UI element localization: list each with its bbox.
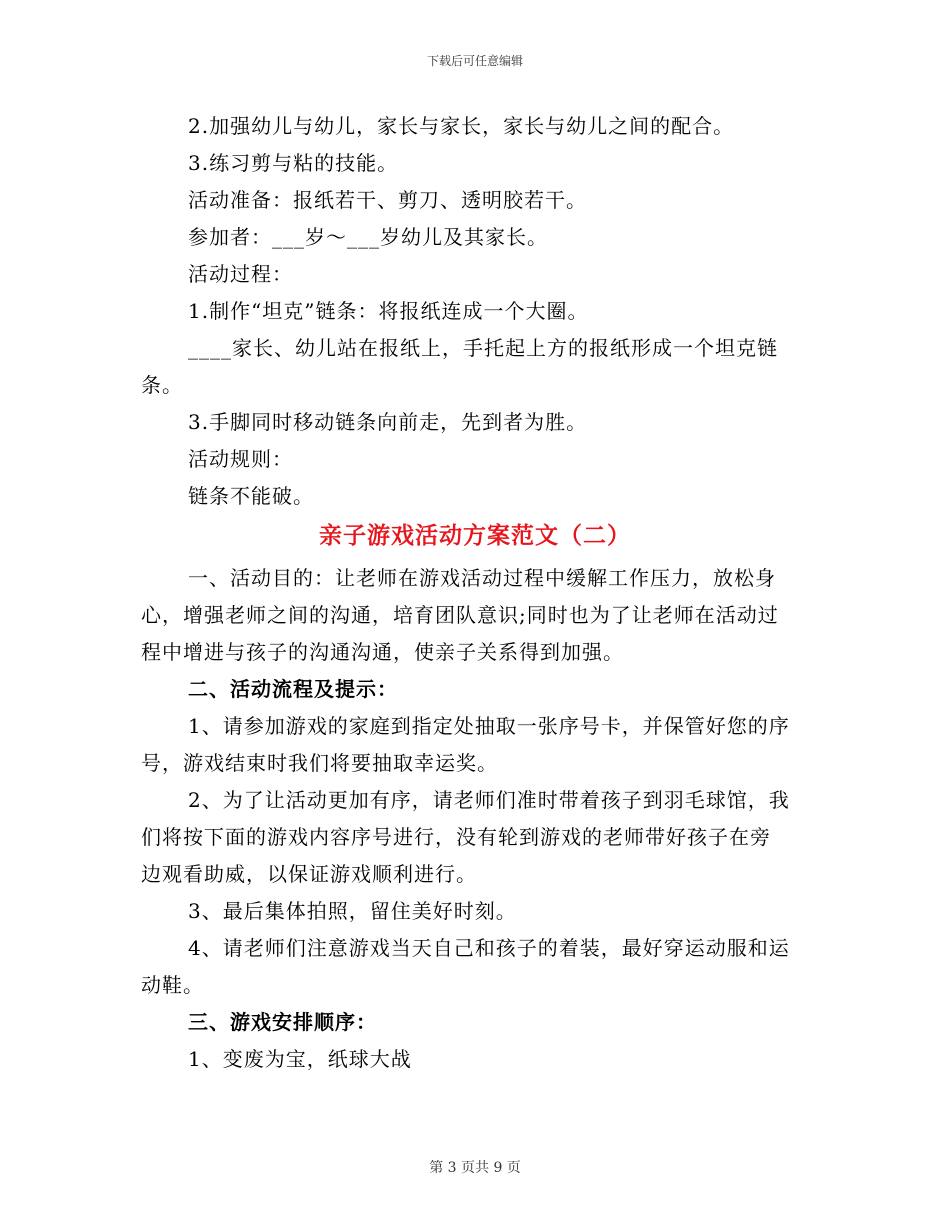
materials: 活动准备：报纸若干、剪刀、透明胶若干。: [188, 188, 587, 212]
rules-text: 链条不能破。: [188, 484, 314, 508]
participants: 参加者：___岁～___岁幼儿及其家长。: [188, 225, 548, 249]
flow-item-2: 2、为了让活动更加有序，请老师们准时带着孩子到羽毛球馆，我: [188, 788, 790, 812]
process-heading: 活动过程：: [188, 262, 293, 286]
flow-item-4: 4、请老师们注意游戏当天自己和孩子的着装，最好穿运动服和运: [188, 936, 790, 960]
flow-heading: 二、活动流程及提示：: [188, 677, 398, 701]
flow-item-2-cont-1: 们将按下面的游戏内容序号进行，没有轮到游戏的老师带好孩子在旁: [141, 825, 771, 849]
process-step-2-cont: 条。: [141, 373, 183, 397]
process-step-3: 3.手脚同时移动链条向前走，先到者为胜。: [188, 410, 588, 434]
rules-heading: 活动规则：: [188, 447, 293, 471]
purpose-line-1: 一、活动目的：让老师在游戏活动过程中缓解工作压力，放松身: [188, 566, 776, 590]
flow-item-3: 3、最后集体拍照，留住美好时刻。: [188, 899, 517, 923]
objective-2: 2.加强幼儿与幼儿，家长与家长，家长与幼儿之间的配合。: [188, 114, 735, 138]
flow-item-1: 1、请参加游戏的家庭到指定处抽取一张序号卡，并保管好您的序: [188, 714, 790, 738]
process-step-1: 1.制作“坦克”链条：将报纸连成一个大圈。: [188, 299, 589, 323]
page-header: 下载后可任意编辑: [426, 54, 523, 68]
process-step-2: ____家长、幼儿站在报纸上，手托起上方的报纸形成一个坦克链: [188, 336, 778, 360]
flow-item-4-cont: 动鞋。: [141, 973, 204, 997]
section-title: 亲子游戏活动方案范文（二）: [319, 522, 631, 549]
flow-item-1-cont: 号，游戏结束时我们将要抽取幸运奖。: [141, 751, 498, 775]
purpose-line-2: 心，增强老师之间的沟通，培育团队意识;同时也为了让老师在活动过: [141, 603, 779, 627]
objective-3: 3.练习剪与粘的技能。: [188, 151, 399, 175]
schedule-item-1: 1、变废为宝，纸球大战: [188, 1047, 412, 1071]
schedule-heading: 三、游戏安排顺序：: [188, 1010, 377, 1034]
purpose-line-3: 程中增进与孩子的沟通沟通，使亲子关系得到加强。: [141, 640, 624, 664]
page-footer: 第 3 页共 9 页: [429, 1160, 521, 1176]
flow-item-2-cont-2: 边观看助威，以保证游戏顺利进行。: [141, 862, 477, 886]
